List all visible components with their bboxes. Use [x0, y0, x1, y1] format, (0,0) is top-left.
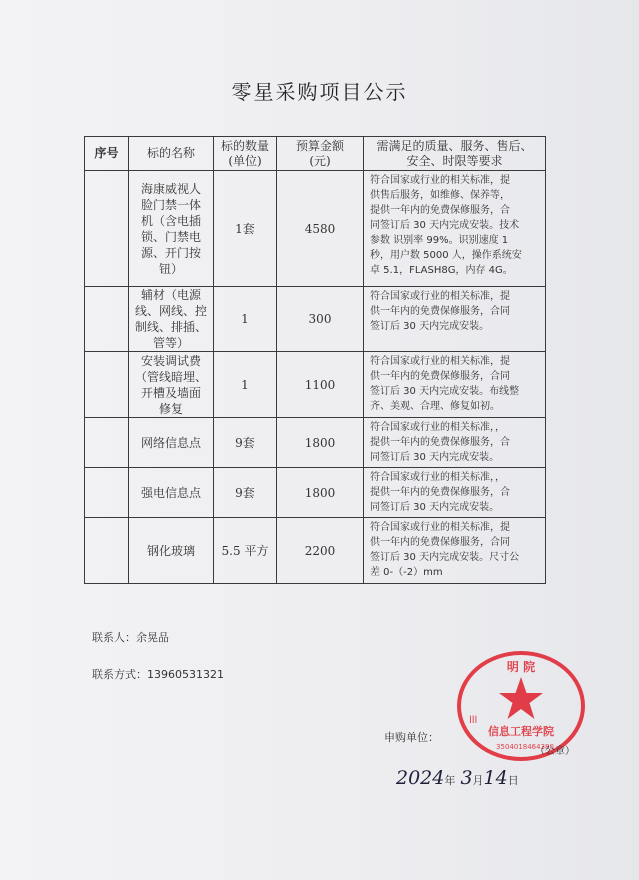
cell-amount: 300: [277, 287, 364, 352]
signature-date: [396, 767, 519, 789]
document-title: 零星采购项目公示: [231, 80, 408, 104]
cell-name: 钢化玻璃: [129, 518, 214, 584]
date-year-unit: 年: [444, 774, 456, 787]
buyer-unit: [384, 729, 439, 745]
cell-name: 海康威视人 脸门禁一体 机（含电插 锁、门禁电 源、开门按 钮）: [129, 171, 214, 287]
header-budget: 预算金额 (元): [277, 137, 364, 171]
cell-requirements: 符合国家或行业的相关标准，， 提供一年内的免费保修服务，合 同签订后 30 天内完成安装。: [364, 468, 546, 518]
header-no: 序号: [85, 137, 129, 171]
header-requirements: 需满足的质量、服务、售后、 安全、时限等要求: [364, 137, 546, 171]
contact-person-name: 余晃品: [136, 631, 169, 644]
cell-requirements: 符合国家或行业的相关标准，提 供售后服务，如维修、保养等， 提供一年内的免费保修服务，合 同签订后 30 天内完成安装。技术 参数 识别率 99%。识别速度 1 秒，用户数 5000 人，操作系统安 卓 5.1，FLASH8G，内存 4G。: [364, 171, 546, 287]
date-day-unit: 日: [507, 774, 519, 787]
cell-no: [85, 468, 129, 518]
cell-amount: 1100: [277, 352, 364, 418]
cell-requirements: 符合国家或行业的相关标准，提 供一年内的免费保修服务，合同 签订后 30 天内完成安装。: [364, 287, 546, 352]
cell-no: [85, 418, 129, 468]
cell-qty: 1: [214, 287, 277, 352]
cell-qty: 5.5 平方: [214, 518, 277, 584]
header-quantity: 标的数量 (单位): [214, 137, 277, 171]
cell-name: 网络信息点: [129, 418, 214, 468]
svg-text:lll: lll: [469, 715, 478, 726]
cell-amount: 2200: [277, 518, 364, 584]
cell-requirements: 符合国家或行业的相关标准，， 提供一年内的免费保修服务，合 同签订后 30 天内完成安装。: [364, 418, 546, 468]
cell-no: [85, 287, 129, 352]
cell-no: [85, 352, 129, 418]
cell-requirements: 符合国家或行业的相关标准，提 供一年内的免费保修服务，合同 签订后 30 天内完成安装。尺寸公 差 0-（-2）mm: [364, 518, 546, 584]
seal-suffix: （公章）: [535, 746, 575, 757]
cell-qty: 1: [214, 352, 277, 418]
seal-bottom-text: 信息工程学院: [488, 725, 554, 738]
seal-star-icon: [499, 677, 543, 719]
cell-amount: 1800: [277, 418, 364, 468]
cell-amount: 4580: [277, 171, 364, 287]
table-row: [85, 287, 546, 352]
contact-person: [92, 629, 169, 645]
contact-phone-number: 13960531321: [147, 668, 224, 681]
header-name: 标的名称: [129, 137, 214, 171]
contact-person-label: 联系人：: [92, 631, 136, 644]
cell-name: 辅材（电源 线、网线、控 制线、排插、 管等）: [129, 287, 214, 352]
table-header-row: [85, 137, 546, 171]
cell-no: [85, 518, 129, 584]
contact-phone-label: 联系方式：: [92, 668, 147, 681]
cell-amount: 1800: [277, 468, 364, 518]
table-row: [85, 352, 546, 418]
date-day: 14: [483, 767, 508, 789]
cell-no: [85, 171, 129, 287]
official-seal: [455, 649, 587, 763]
table-row: [85, 171, 546, 287]
cell-qty: 9套: [214, 468, 277, 518]
buyer-unit-label: 申购单位：: [384, 731, 439, 744]
seal-top-text: 明 院: [506, 660, 536, 674]
cell-name: 安装调试费 （管线暗埋、 开槽及墙面 修复: [129, 352, 214, 418]
table-row: [85, 418, 546, 468]
date-month: 3: [460, 767, 473, 789]
procurement-table: [84, 136, 546, 584]
cell-requirements: 符合国家或行业的相关标准，提 供一年内的免费保修服务，合同 签订后 30 天内完成安装。布线整 齐、美观、合理、修复如初。: [364, 352, 546, 418]
cell-qty: 1套: [214, 171, 277, 287]
table-row: [85, 518, 546, 584]
seal-id-text: 3504018464380: [496, 743, 554, 751]
table-row: [85, 468, 546, 518]
contact-phone: [92, 666, 224, 682]
date-month-unit: 月: [472, 774, 484, 787]
date-year: 2024: [396, 767, 445, 789]
cell-qty: 9套: [214, 418, 277, 468]
cell-name: 强电信息点: [129, 468, 214, 518]
